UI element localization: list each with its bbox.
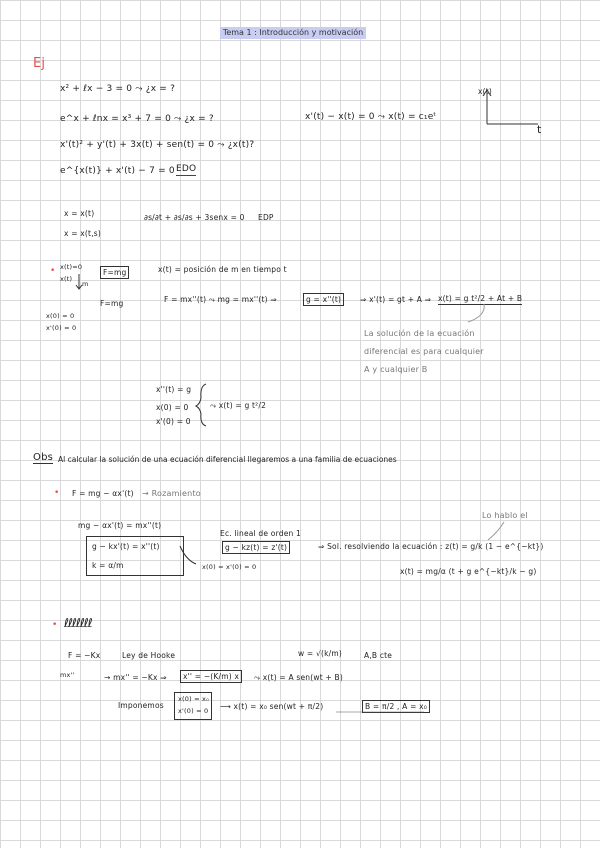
- bullet-1: •: [50, 266, 56, 276]
- newton-equation: F = mx''(t) ⤳ mg = mx''(t) ⇒: [164, 295, 277, 304]
- impose-label: Imponemos: [118, 701, 164, 710]
- friction-result: x(t) = mg/α (t + g e^{−kt}/k − g): [400, 567, 537, 576]
- mass-label-top: x(t)=0: [60, 263, 83, 271]
- friction-system-1: g − kx'(t) = x''(t): [92, 542, 160, 551]
- friction-system-2: k = α/m: [92, 561, 124, 570]
- axis-y-label: x(t): [478, 87, 493, 96]
- impose-result: ⟶ x(t) = x₀ sen(wt + π/2): [220, 702, 324, 711]
- equation-4: e^{x(t)} + x'(t) − 7 = 0: [60, 166, 175, 176]
- mass-label-x: x(t): [60, 275, 73, 283]
- newton-box: g = x''(t): [303, 293, 344, 306]
- axis-x-label: t: [537, 123, 542, 136]
- edp-label: EDP: [258, 213, 274, 222]
- page-title: Tema 1 : Introducción y motivación: [220, 27, 366, 39]
- right-equation: x'(t) − x(t) = 0 ⤳ x(t) = c₁eᵗ: [305, 112, 437, 122]
- linear-box: g − kz(t) = z'(t): [222, 541, 290, 554]
- system-eq-1: x''(t) = g: [156, 385, 192, 394]
- spring-chain: → mx'' = −Kx ⇒: [104, 673, 167, 682]
- note-lo: Lo hablo el: [482, 511, 528, 520]
- bullet-2: •: [54, 488, 60, 498]
- newton-result: x(t) = g t²/2 + At + B: [438, 294, 523, 303]
- pde-var-1: x = x(t): [64, 209, 95, 218]
- fmg-label: F=mg: [100, 299, 124, 308]
- ab-constants: A,B cte: [364, 651, 393, 660]
- impose-condition-2: x'(0) = 0: [178, 707, 209, 715]
- friction-label: → Rozamiento: [142, 489, 201, 498]
- friction-equation: F = mg − αx'(t): [72, 489, 134, 498]
- equation-3: x'(t)² + y'(t) + 3x(t) + sen(t) = 0 ⤳ ¿x(t)?: [60, 140, 255, 150]
- friction-newton: mg − αx'(t) = mx''(t): [78, 521, 162, 530]
- spring-solution: ⤳ x(t) = A sen(wt + B): [254, 673, 343, 682]
- system-brace: [196, 384, 206, 426]
- linear-label: Ec. lineal de orden 1: [220, 529, 302, 538]
- ic-x0: x(0) = 0: [46, 312, 75, 320]
- bullet-3: •: [52, 620, 58, 630]
- system-eq-2: x(0) = 0: [156, 403, 189, 412]
- omega-definition: w = √(k/m): [298, 649, 342, 658]
- hooke-law: Ley de Hooke: [122, 651, 176, 660]
- note-general-3: A y cualquier B: [364, 365, 428, 374]
- ej-label: Ej: [33, 56, 46, 71]
- system-result: ⤳ x(t) = g t²/2: [210, 401, 267, 410]
- note-general-2: diferencial es para cualquier: [364, 347, 484, 356]
- pde-equation: ∂s/∂t + ∂s/∂s + 3senx = 0: [144, 213, 245, 222]
- linear-solve: ⇒ Sol. resolviendo la ecuación : z(t) = g/k (1 − e^{−kt}): [318, 542, 544, 551]
- ic-dx0: x'(0) = 0: [46, 324, 77, 332]
- pde-var-2: x = x(t,s): [64, 229, 102, 238]
- friction-ic: x(0) = x'(0) = 0: [202, 563, 257, 571]
- mass-box: F=mg: [100, 266, 129, 279]
- note-general-1: La solución de la ecuación: [364, 329, 475, 338]
- newton-tail: ⇒ x'(t) = gt + A ⇒: [360, 295, 432, 304]
- obs-text: Al calcular la solución de una ecuación diferencial llegaremos a una familia de ecuaciones: [58, 455, 397, 464]
- hooke-equation: F = −Kx: [68, 651, 101, 660]
- obs-label: Obs: [33, 452, 54, 463]
- equation-1: x² + ℓx − 3 = 0 ⤳ ¿x = ?: [60, 84, 176, 94]
- system-eq-3: x'(0) = 0: [156, 417, 191, 426]
- constants-box: B = π/2 , A = x₀: [362, 700, 430, 713]
- equation-2: e^x + ℓnx = x³ + 7 = 0 ⤳ ¿x = ?: [60, 114, 214, 124]
- spring-box: x'' = −(K/m) x: [180, 670, 242, 683]
- spring-label: ℓℓℓℓℓℓℓ: [64, 616, 92, 630]
- position-definition: x(t) = posición de m en tiempo t: [158, 265, 287, 274]
- impose-condition-1: x(0) = x₀: [178, 695, 209, 703]
- mx-label: mx'': [60, 671, 75, 679]
- edo-label: EDO: [176, 164, 197, 174]
- mass-label-m: m: [82, 280, 89, 288]
